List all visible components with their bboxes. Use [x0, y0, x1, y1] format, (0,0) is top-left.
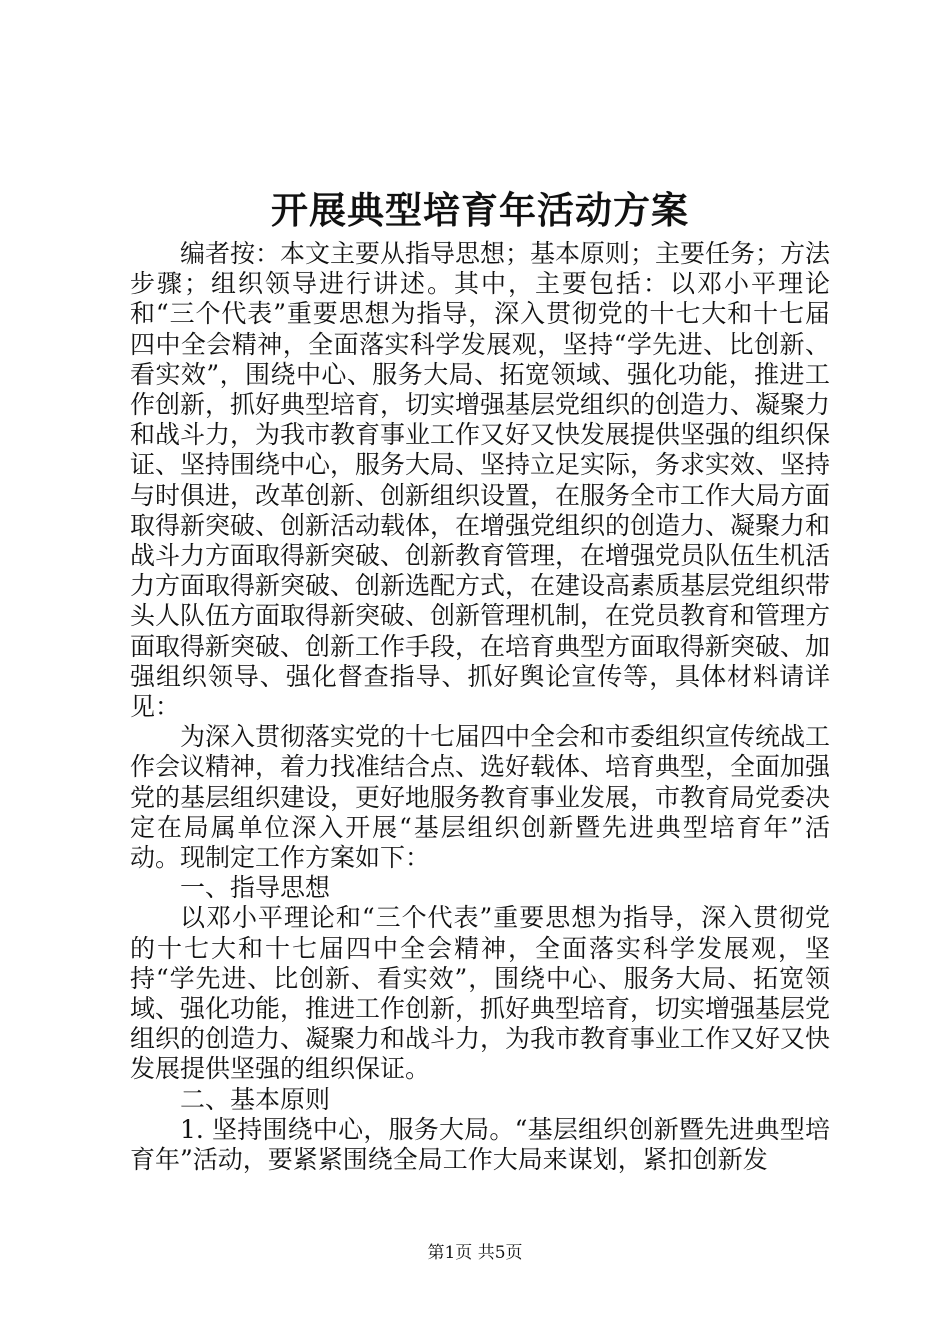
- editor-note-paragraph: 编者按：本文主要从指导思想；基本原则；主要任务；方法步骤；组织领导进行讲述。其中，主要包括：以邓小平理论和“三个代表”重要思想为指导，深入贯彻党的十七大和十七届四中全会精神，全面落实科学发展观，坚持“学先进、比创新、看实效”，围绕中心、服务大局、拓宽领域、强化功能，推进工作创新，抓好典型培育，切实增强基层党组织的创造力、凝聚力和战斗力，为我市教育事业工作又好又快发展提供坚强的组织保证、坚持围绕中心，服务大局、坚持立足实际，务求实效、坚持与时俱进，改革创新、创新组织设置，在服务全市工作大局方面取得新突破、创新活动载体，在增强党组织的创造力、凝聚力和战斗力方面取得新突破、创新教育管理，在增强党员队伍生机活力方面取得新突破、创新选配方式，在建设高素质基层党组织带头人队伍方面取得新突破、创新管理机制，在党员教育和管理方面取得新突破、创新工作手段，在培育典型方面取得新突破、加强组织领导、强化督查指导、抓好舆论宣传等，具体材料请详见：: [130, 239, 831, 722]
- document-body: [130, 239, 830, 1175]
- page-footer: 第1页 共5页: [427, 1243, 523, 1263]
- guiding-ideology-paragraph: 以邓小平理论和“三个代表”重要思想为指导，深入贯彻党的十七大和十七届四中全会精神，全面落实科学发展观，坚持“学先进、比创新、看实效”，围绕中心、服务大局、拓宽领域、强化功能，推进工作创新，抓好典型培育，切实增强基层党组织的创造力、凝聚力和战斗力，为我市教育事业工作又好又快发展提供坚强的组织保证。: [130, 903, 831, 1084]
- principle-1-paragraph: 1. 坚持围绕中心，服务大局。“基层组织创新暨先进典型培育年”活动，要紧紧围绕全局工作大局来谋划，紧扣创新发: [130, 1114, 830, 1175]
- intro-paragraph: 为深入贯彻落实党的十七届四中全会和市委组织宣传统战工作会议精神，着力找准结合点、选好载体、培育典型，全面加强党的基层组织建设，更好地服务教育事业发展，市教育局党委决定在局属单位深入开展“基层组织创新暨先进典型培育年”活动。现制定工作方案如下：: [130, 722, 831, 873]
- section-heading-guiding-ideology: 一、指导思想: [180, 873, 331, 903]
- document-title: 开展典型培育年活动方案: [271, 188, 689, 232]
- section-heading-basic-principles: 二、基本原则: [180, 1084, 331, 1114]
